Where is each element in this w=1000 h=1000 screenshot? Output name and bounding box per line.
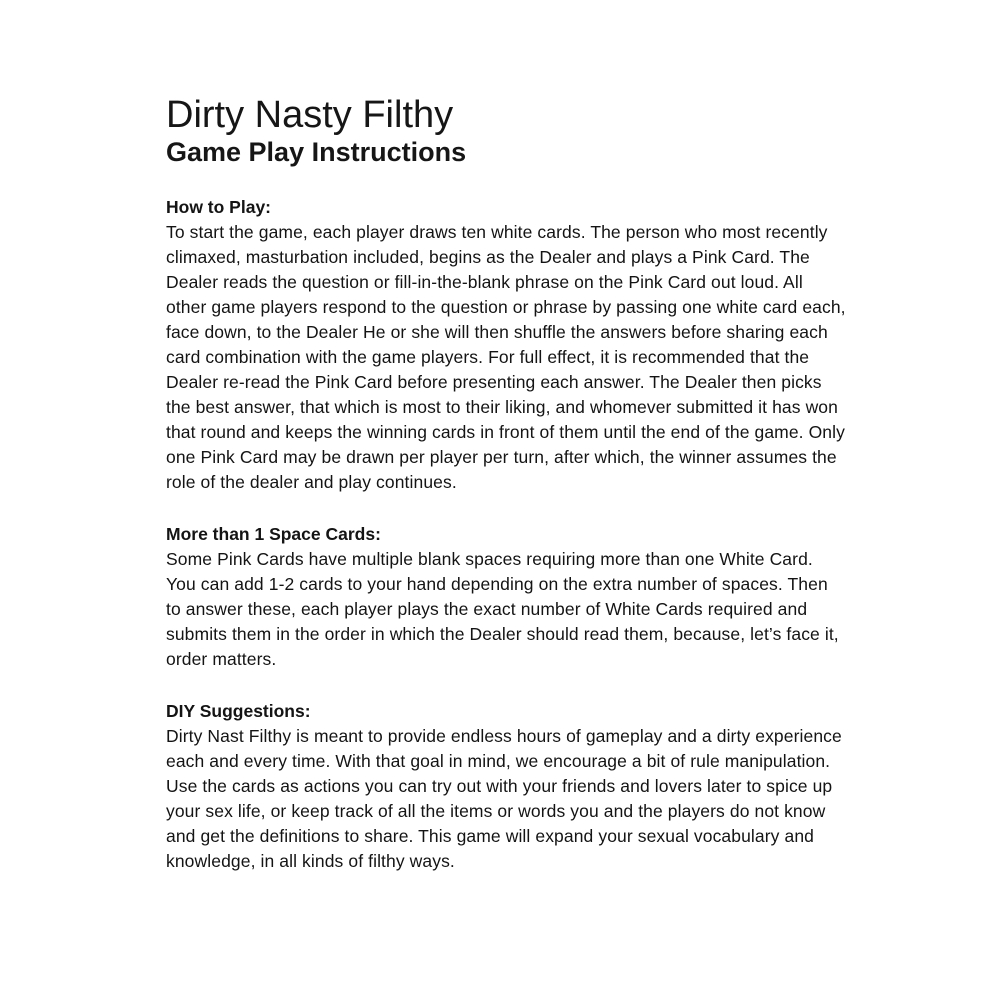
- section-how-to-play: [166, 195, 846, 495]
- section-diy-suggestions: [166, 699, 846, 874]
- section-more-than-1-space-cards: [166, 522, 846, 672]
- section-body-text: To start the game, each player draws ten white cards. The person who most recently climaxed, masturbation included, begins as the Dealer and plays a Pink Card. The Dealer reads the question or fill-in-the-blank phrase on the Pink Card out loud. All other game players respond to the question or phrase by passing one white card each, face down, to the Dealer He or she will then shuffle the answers before sharing each card combination with the game players. For full effect, it is recommended that the Dealer re-read the Pink Card before presenting each answer. The Dealer then picks the best answer, that which is most to their liking, and whomever submitted it has won that round and keeps the winning cards in front of them until the end of the game. Only one Pink Card may be drawn per player per turn, after which, the winner assumes the role of the dealer and play continues.: [166, 222, 846, 492]
- section-heading: How to Play:: [166, 197, 272, 217]
- section-heading: More than 1 Space Cards:: [166, 524, 381, 544]
- section-body-text: Dirty Nast Filthy is meant to provide endless hours of gameplay and a dirty experience each and every time. With that goal in mind, we encourage a bit of rule manipulation. Use the cards as actions you can try out with your friends and lovers later to spice up your sex life, or keep track of all the items or words you and the players do not know and get the definitions to share. This game will expand your sexual vocabulary and knowledge, in all kinds of filthy ways.: [166, 726, 842, 871]
- section-heading: DIY Suggestions:: [166, 701, 311, 721]
- section-body-text: Some Pink Cards have multiple blank spaces requiring more than one White Card. You can add 1-2 cards to your hand depending on the extra number of spaces. Then to answer these, each player plays the exact number of White Cards required and submits them in the order in which the Dealer should read them, because, let’s face it, order matters.: [166, 549, 839, 669]
- page-title: Dirty Nasty Filthy: [166, 94, 454, 136]
- page-subtitle: Game Play Instructions: [166, 137, 467, 167]
- instructions-document: [166, 94, 846, 874]
